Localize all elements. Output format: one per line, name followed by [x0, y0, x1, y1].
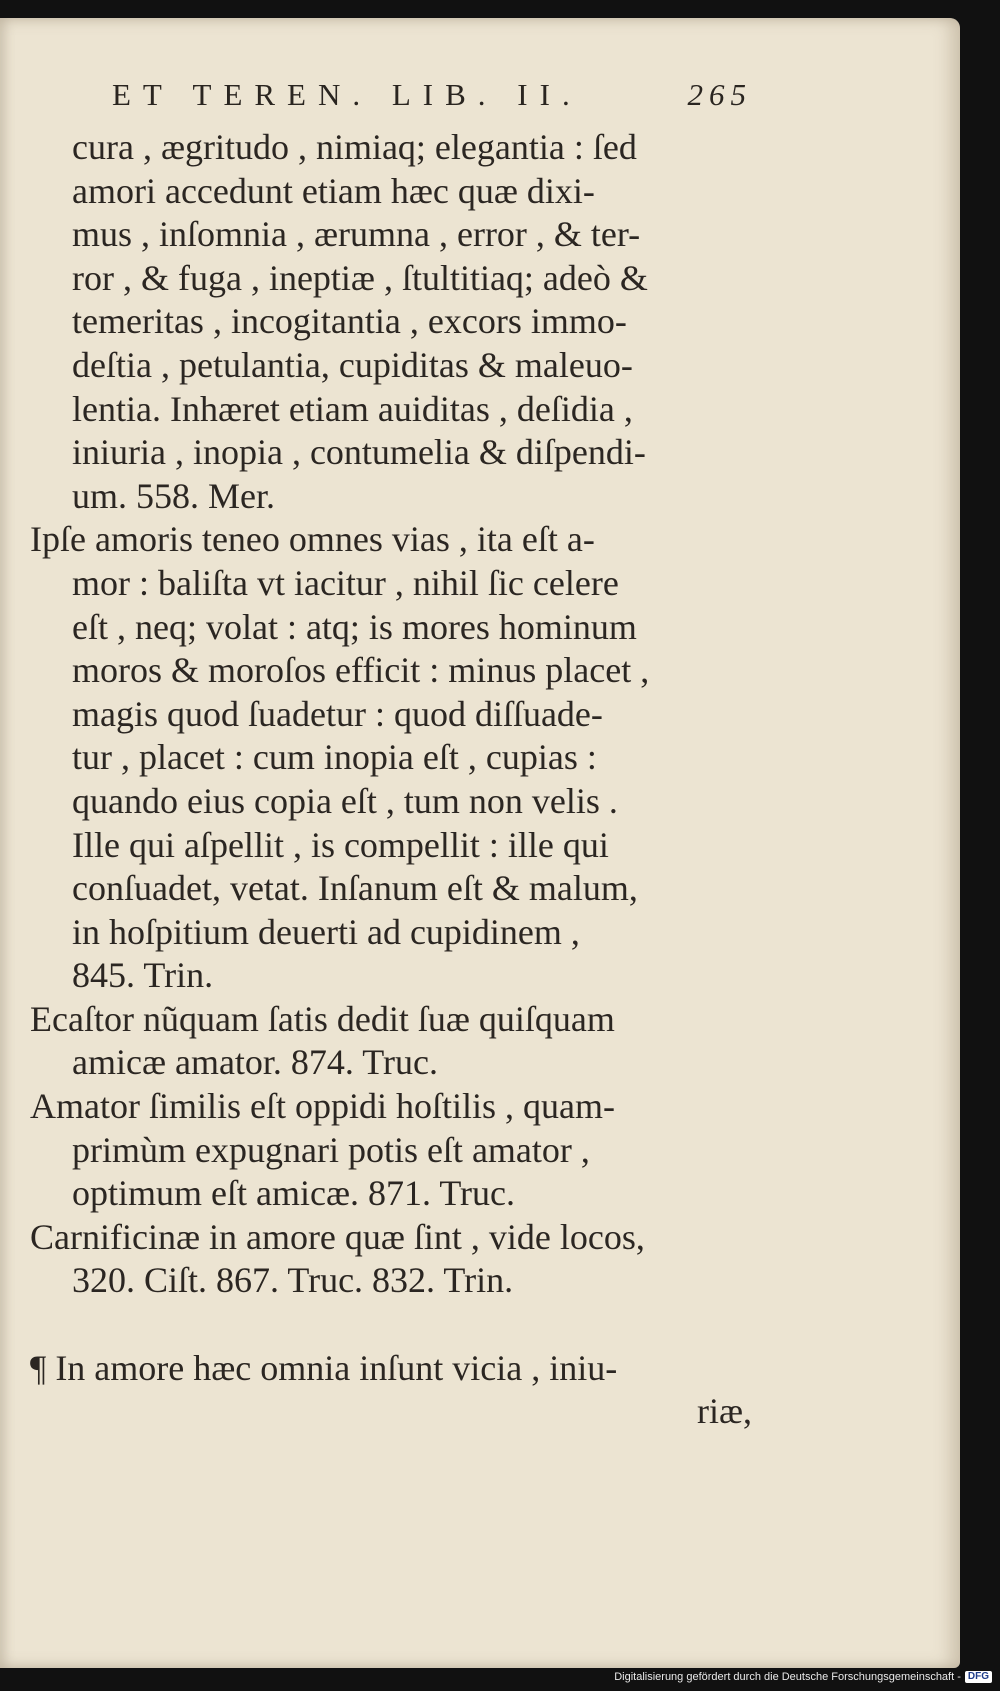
text-line: amori accedunt etiam hæc quæ dixi-	[72, 170, 595, 211]
text-line: magis quod ſuadetur : quod diſſuade-	[72, 693, 603, 734]
text-line: cura , ægritudo , nimiaq; elegantia : ſed	[72, 127, 637, 167]
text-line: quando eius copia eſt , tum non velis .	[72, 780, 618, 821]
catchword: riæ,	[696, 1391, 752, 1432]
text-line: Amator ſimilis eſt oppidi hoſtilis , quam-	[30, 1086, 615, 1127]
running-head	[112, 77, 752, 117]
digitization-credit	[614, 1670, 992, 1684]
text-line: Carnificinæ in amore quæ ſint , vide locos,	[30, 1216, 645, 1257]
text-line: conſuadet, vetat. Inſanum eſt & malum,	[72, 868, 638, 909]
dfg-logo: DFG	[965, 1671, 992, 1683]
page-number: 265	[687, 77, 752, 112]
text-line: in hoſpitium deuerti ad cupidinem ,	[72, 911, 580, 952]
text-line: mus , inſomnia , ærumna , error , & ter-	[72, 214, 641, 255]
text-line: eſt , neq; volat : atq; is mores hominum	[72, 606, 637, 647]
text-line: ¶ In amore hæc omnia inſunt vicia , iniu-	[30, 1347, 618, 1388]
text-line: um. 558. Mer.	[72, 475, 275, 516]
running-head-title: ET TEREN. LIB. II.	[112, 77, 582, 112]
text-line: lentia. Inhæret etiam auiditas , deſidia ,	[72, 388, 633, 429]
text-line: moros & moroſos efficit : minus placet ,	[72, 650, 650, 691]
text-line: deſtia , petulantia, cupiditas & maleuo-	[72, 344, 633, 385]
text-line: mor : baliſta vt iacitur , nihil ſic celere	[72, 562, 619, 603]
text-line: tur , placet : cum inopia eſt , cupias :	[72, 737, 597, 778]
text-line: primùm expugnari potis eſt amator ,	[72, 1129, 590, 1170]
text-line: iniuria , inopia , contumelia & diſpendi-	[72, 432, 646, 473]
text-line: Ecaſtor nũquam ſatis dedit ſuæ quiſquam	[30, 998, 615, 1039]
credit-text: Digitalisierung gefördert durch die Deutsche Forschungsgemeinschaft -	[614, 1671, 961, 1683]
paragraph-gap	[30, 1303, 760, 1347]
text-line: ror , & fuga , ineptiæ , ſtultitiaq; adeò &	[72, 257, 648, 298]
page-body-text	[30, 126, 760, 1434]
text-line: amicæ amator. 874. Truc.	[72, 1042, 438, 1083]
text-line: optimum eſt amicæ. 871. Truc.	[72, 1173, 516, 1214]
text-line: 845. Trin.	[72, 955, 214, 996]
text-line: Ille qui aſpellit , is compellit : ille qui	[72, 824, 609, 865]
text-line: 320. Ciſt. 867. Truc. 832. Trin.	[72, 1260, 514, 1301]
text-line: Ipſe amoris teneo omnes vias , ita eſt a-	[30, 519, 595, 560]
text-line: temeritas , incogitantia , excors immo-	[72, 301, 627, 342]
